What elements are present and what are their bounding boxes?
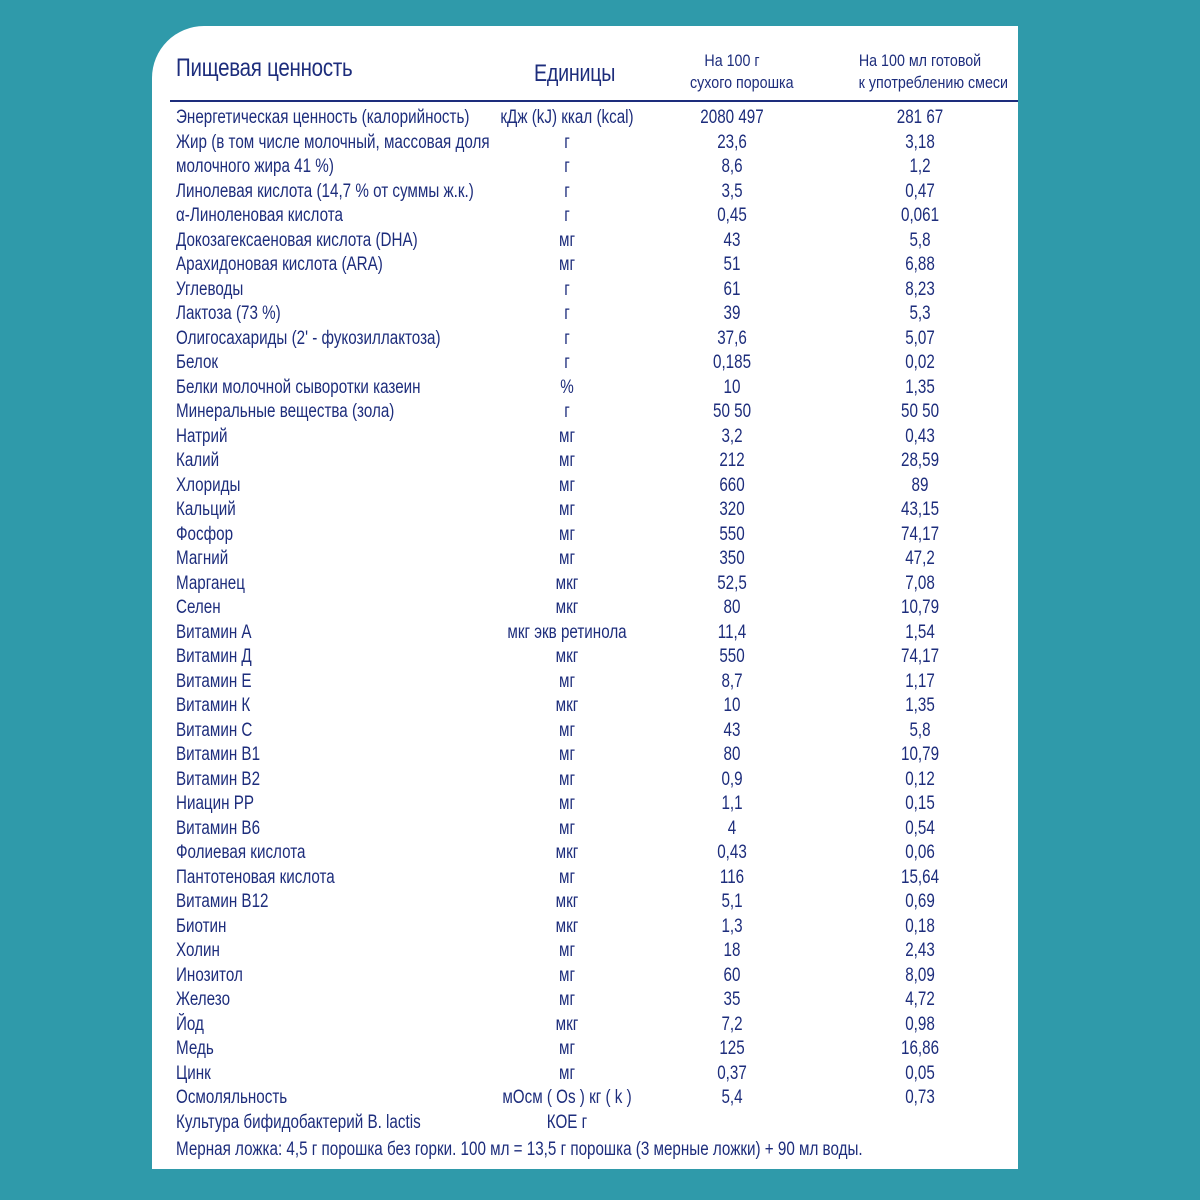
nutrient-name: Витамин Е — [176, 670, 252, 692]
table-row: Минеральные вещества (зола) г 50 50 50 50 — [176, 401, 940, 422]
table-row: Марганец мкг 52,5 7,08 — [176, 572, 935, 594]
nutrition-table — [152, 106, 1018, 1135]
table-row: Докозагексаеновая кислота (DHA) мг 43 5,8 — [176, 229, 931, 251]
nutrient-name: Белок — [176, 352, 219, 373]
nutrient-name: Витамин Д — [176, 646, 252, 667]
nutrient-name: молочного жира 41 %) — [176, 156, 334, 177]
nutrient-name: Магний — [176, 548, 229, 569]
table-row: Арахидоновая кислота (ARA) мг 51 6,88 — [176, 254, 935, 275]
table-row: Хлориды мг 660 89 — [176, 474, 929, 496]
nutrient-name: Белки молочной сыворотки казеин — [176, 376, 421, 398]
table-row: Витамин А мкг экв ретинола 11,4 1,54 — [176, 621, 935, 643]
nutrient-name: Селен — [176, 597, 221, 618]
table-title: Пищевая ценность — [176, 54, 353, 82]
table-row: Фосфор мг 550 74,17 — [176, 523, 940, 545]
table-row: Натрий мг 3,2 0,43 — [176, 425, 935, 447]
table-row: Магний мг 350 47,2 — [176, 548, 935, 569]
table-row: Калий мг 212 28,59 — [176, 450, 940, 471]
table-row: Олигосахариды (2' - фукозиллактоза) г 37,6 5,07 — [176, 327, 935, 349]
nutrition-panel — [152, 26, 1018, 1169]
col1-header — [690, 50, 794, 94]
nutrient-name: Железо — [176, 989, 231, 1010]
nutrient-name: Энергетическая ценность (калорийность) — [176, 107, 470, 128]
nutrient-name: Витамин А — [176, 621, 252, 643]
nutrient-name: Фолиевая кислота — [176, 842, 306, 863]
nutrient-name: Цинк — [176, 1062, 211, 1084]
table-row: Белки молочной сыворотки казеин % 10 1,35 — [176, 376, 935, 398]
nutrient-name: Докозагексаеновая кислота (DHA) — [176, 229, 418, 251]
nutrient-name: Натрий — [176, 425, 228, 447]
table-row: Железо мг 35 4,72 — [176, 989, 935, 1010]
table-header — [152, 26, 1018, 100]
table-row: Витамин Е мг 8,7 1,17 — [176, 670, 935, 692]
table-row: Биотин мкг 1,3 0,18 — [176, 915, 935, 937]
table-row: Жир (в том числе молочный, массовая доля г 23,6 3,18 — [176, 131, 935, 153]
nutrient-name: Олигосахариды (2' - фукозиллактоза) — [176, 327, 441, 349]
col2-header — [858, 50, 1009, 94]
nutrient-name: Витамин В2 — [176, 768, 261, 790]
nutrient-name: Витамин В12 — [176, 891, 269, 912]
table-row: α-Линоленовая кислота г 0,45 0,061 — [176, 205, 940, 226]
nutrient-name: Культура бифидобактерий B. lactis — [176, 1111, 421, 1133]
table-row: Осмоляльность мОсм ( Os ) кг ( k ) 5,4 0,73 — [176, 1087, 935, 1108]
nutrient-name: Линолевая кислота (14,7 % от суммы ж.к.) — [176, 180, 474, 202]
nutrient-name: Биотин — [176, 915, 227, 937]
table-row: Фолиевая кислота мкг 0,43 0,06 — [176, 842, 935, 863]
nutrient-name: Холин — [176, 940, 220, 961]
table-row: Линолевая кислота (14,7 % от суммы ж.к.) г 3,5 0,47 — [176, 180, 935, 202]
nutrient-name: Фосфор — [176, 523, 234, 545]
table-row: Углеводы г 61 8,23 — [176, 278, 935, 300]
nutrient-name: Кальций — [176, 499, 236, 520]
table-row: Медь мг 125 16,86 — [176, 1038, 940, 1059]
nutrient-name: Калий — [176, 450, 220, 471]
table-row: Витамин В1 мг 80 10,79 — [176, 744, 940, 765]
table-row: Белок г 0,185 0,02 — [176, 352, 935, 373]
table-row: Энергетическая ценность (калорийность) кДж (kJ) ккал (kcal) 2080 497 281 67 — [176, 107, 944, 128]
table-row: Витамин Д мкг 550 74,17 — [176, 646, 940, 667]
table-row: Холин мг 18 2,43 — [176, 940, 935, 961]
nutrient-name: Ниацин РР — [176, 793, 255, 814]
nutrient-name: Минеральные вещества (зола) — [176, 401, 395, 422]
col2-header-line2: к употреблению смеси — [858, 73, 1009, 92]
nutrient-name: Жир (в том числе молочный, массовая доля — [176, 131, 490, 153]
table-row: Культура бифидобактерий B. lactis КОЕ г — [176, 1111, 588, 1133]
table-row: Инозитол мг 60 8,09 — [176, 964, 935, 986]
table-row: Витамин С мг 43 5,8 — [176, 719, 931, 741]
nutrient-name: α-Линоленовая кислота — [176, 205, 343, 226]
nutrient-name: Осмоляльность — [176, 1087, 288, 1108]
table-row: Кальций мг 320 43,15 — [176, 499, 940, 520]
nutrient-name: Витамин К — [176, 695, 251, 716]
nutrient-name: Витамин В6 — [176, 817, 261, 839]
table-row: Витамин В2 мг 0,9 0,12 — [176, 768, 935, 790]
table-row: Витамин В12 мкг 5,1 0,69 — [176, 891, 935, 912]
nutrient-name: Углеводы — [176, 278, 244, 300]
col1-header-line1: На 100 г — [704, 51, 760, 70]
col1-header-line2: сухого порошка — [690, 73, 794, 92]
header-divider — [170, 100, 1018, 102]
table-row: Цинк мг 0,37 0,05 — [176, 1062, 935, 1084]
nutrient-name: Хлориды — [176, 474, 241, 496]
table-row: Селен мкг 80 10,79 — [176, 597, 940, 618]
footnote: Мерная ложка: 4,5 г порошка без горки. 100 мл = 13,5 г порошка (3 мерные ложки) + 90 мл воды. — [176, 1139, 863, 1160]
nutrient-name: Арахидоновая кислота (ARA) — [176, 254, 383, 275]
nutrient-name: Инозитол — [176, 964, 243, 986]
nutrient-name: Йод — [176, 1013, 204, 1035]
table-row: Витамин В6 мг 4 0,54 — [176, 817, 935, 839]
table-row: Йод мкг 7,2 0,98 — [176, 1013, 935, 1035]
nutrient-name: Витамин С — [176, 719, 253, 741]
table-row: молочного жира 41 %) г 8,6 1,2 — [176, 156, 931, 177]
nutrient-name: Медь — [176, 1038, 214, 1059]
table-row: Ниацин РР мг 1,1 0,15 — [176, 793, 935, 814]
table-row: Витамин К мкг 10 1,35 — [176, 695, 935, 716]
nutrient-name: Марганец — [176, 572, 245, 594]
nutrient-name: Лактоза (73 %) — [176, 303, 281, 324]
table-row: Пантотеновая кислота мг 116 15,64 — [176, 866, 940, 888]
col2-header-line1: На 100 мл готовой — [858, 51, 982, 70]
table-row: Лактоза (73 %) г 39 5,3 — [176, 303, 931, 324]
units-header: Единицы — [534, 60, 616, 87]
nutrient-name: Пантотеновая кислота — [176, 866, 335, 888]
nutrient-name: Витамин В1 — [176, 744, 261, 765]
